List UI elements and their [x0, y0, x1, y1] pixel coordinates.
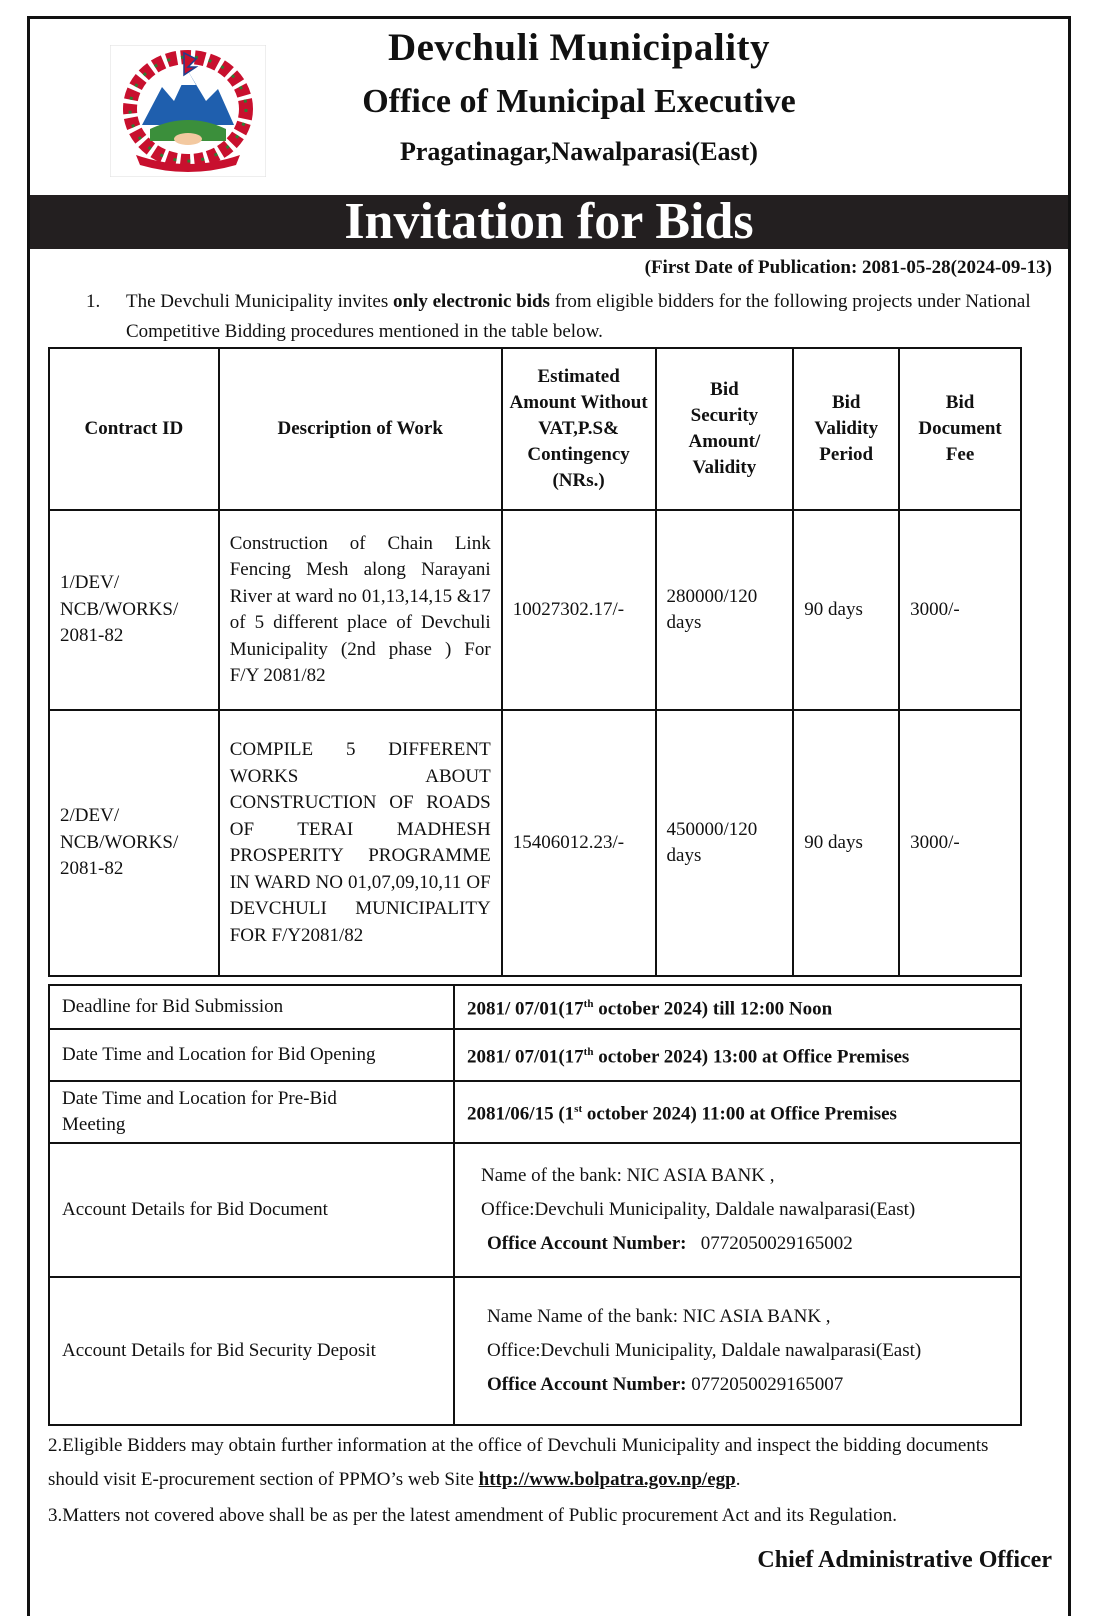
header-bid-validity: Bid Validity Period: [793, 348, 899, 510]
contract-id-cell: 2/DEV/ NCB/WORKS/ 2081-82: [49, 710, 219, 976]
opening-label: Date Time and Location for Bid Opening: [49, 1029, 454, 1081]
account-number-line: Office Account Number: 0772050029165007: [487, 1374, 844, 1395]
fee-cell: 3000/-: [899, 710, 1021, 976]
header-bid-security: Bid Security Amount/ Validity: [656, 348, 794, 510]
account-number-line: Office Account Number: 0772050029165002: [487, 1233, 853, 1254]
bank-name: Name of the bank: NIC ASIA BANK ,: [481, 1165, 775, 1186]
header: [30, 19, 1068, 195]
header-estimated-amount: Estimated Amount Without VAT,P.S& Contingency (NRs.): [502, 348, 656, 510]
header-contract-id: Contract ID: [49, 348, 219, 510]
description-cell: COMPILE 5 DIFFERENT WORKS ABOUT CONSTRUCTION OF ROADS OF TERAI MADHESH PROSPERITY PROGRAMME IN WARD NO 01,07,09,10,11 OF DEVCHULI MUNICIPALITY FOR F/Y2081/82: [219, 710, 502, 976]
table-row: [49, 710, 1021, 976]
details-table: [48, 984, 1022, 1426]
validity-cell: 90 days: [793, 710, 899, 976]
bank-office: Office:Devchuli Municipality, Daldale nawalparasi(East): [487, 1340, 922, 1361]
office-name: Office of Municipal Executive: [362, 83, 796, 120]
security-cell: 450000/120 days: [656, 710, 794, 976]
intro-text-bold: only electronic bids: [393, 291, 550, 312]
egp-link[interactable]: http://www.bolpatra.gov.np/egp: [478, 1469, 736, 1490]
amount-cell: 15406012.23/-: [502, 710, 656, 976]
paragraph-number: 1.: [86, 291, 101, 312]
deadline-row: [49, 985, 1021, 1029]
bid-table: [48, 347, 1022, 977]
description-cell: Construction of Chain Link Fencing Mesh along Narayani River at ward no 01,13,14,15 &17 of 5 different place of Devchuli Municipality (2nd phase ) For F/Y 2081/82: [219, 510, 502, 710]
table-row: [49, 510, 1021, 710]
opening-row: [49, 1029, 1021, 1081]
signature: Chief Administrative Officer: [757, 1547, 1052, 1573]
notice-page: [27, 16, 1071, 1616]
deadline-label: Deadline for Bid Submission: [49, 985, 454, 1029]
paragraph-3: 3.Matters not covered above shall be as per the latest amendment of Public procurement Act and its Regulation.: [48, 1505, 897, 1526]
bank-name: Name Name of the bank: NIC ASIA BANK ,: [487, 1306, 831, 1327]
intro-text-before: The Devchuli Municipality invites: [126, 291, 394, 312]
bid-security-account-label: Account Details for Bid Security Deposit: [49, 1277, 454, 1425]
bid-security-account-row: [49, 1277, 1021, 1425]
header-document-fee: Bid Document Fee: [899, 348, 1021, 510]
prebid-label: Date Time and Location for Pre-Bid Meeting: [49, 1081, 454, 1143]
bank-office: Office:Devchuli Municipality, Daldale nawalparasi(East): [481, 1199, 916, 1220]
bid-security-account-value: [454, 1277, 1021, 1425]
fee-cell: 3000/-: [899, 510, 1021, 710]
publication-date: (First Date of Publication: 2081-05-28(2024-09-13): [644, 257, 1052, 278]
municipality-name: Devchuli Municipality: [387, 26, 771, 69]
header-description: Description of Work: [219, 348, 502, 510]
security-cell: 280000/120 days: [656, 510, 794, 710]
bid-document-account-row: [49, 1143, 1021, 1277]
paragraph-2: 2.Eligible Bidders may obtain further information at the office of Devchuli Municipality and inspect the bidding documents should visit E-procurement section of PPMO’s web Site http://www.bolpatra.gov.np/egp.: [48, 1435, 989, 1490]
table-header-row: [49, 348, 1021, 510]
prebid-row: [49, 1081, 1021, 1143]
intro-text-after: from eligible bidders for the following projects under National Competitive Bidding procedures mentioned in the table below.: [126, 291, 1031, 342]
title-banner: Invitation for Bids: [30, 195, 1068, 249]
opening-value: 2081/ 07/01(17th october 2024) 13:00 at Office Premises: [454, 1029, 1021, 1081]
validity-cell: 90 days: [793, 510, 899, 710]
bid-document-account-label: Account Details for Bid Document: [49, 1143, 454, 1277]
amount-cell: 10027302.17/-: [502, 510, 656, 710]
bid-document-account-value: [454, 1143, 1021, 1277]
deadline-value: 2081/ 07/01(17th october 2024) till 12:00 Noon: [454, 985, 1021, 1029]
intro-paragraph: [86, 287, 1046, 347]
office-address: Pragatinagar,Nawalparasi(East): [400, 137, 758, 166]
prebid-value: 2081/06/15 (1st october 2024) 11:00 at Office Premises: [454, 1081, 1021, 1143]
contract-id-cell: 1/DEV/ NCB/WORKS/ 2081-82: [49, 510, 219, 710]
